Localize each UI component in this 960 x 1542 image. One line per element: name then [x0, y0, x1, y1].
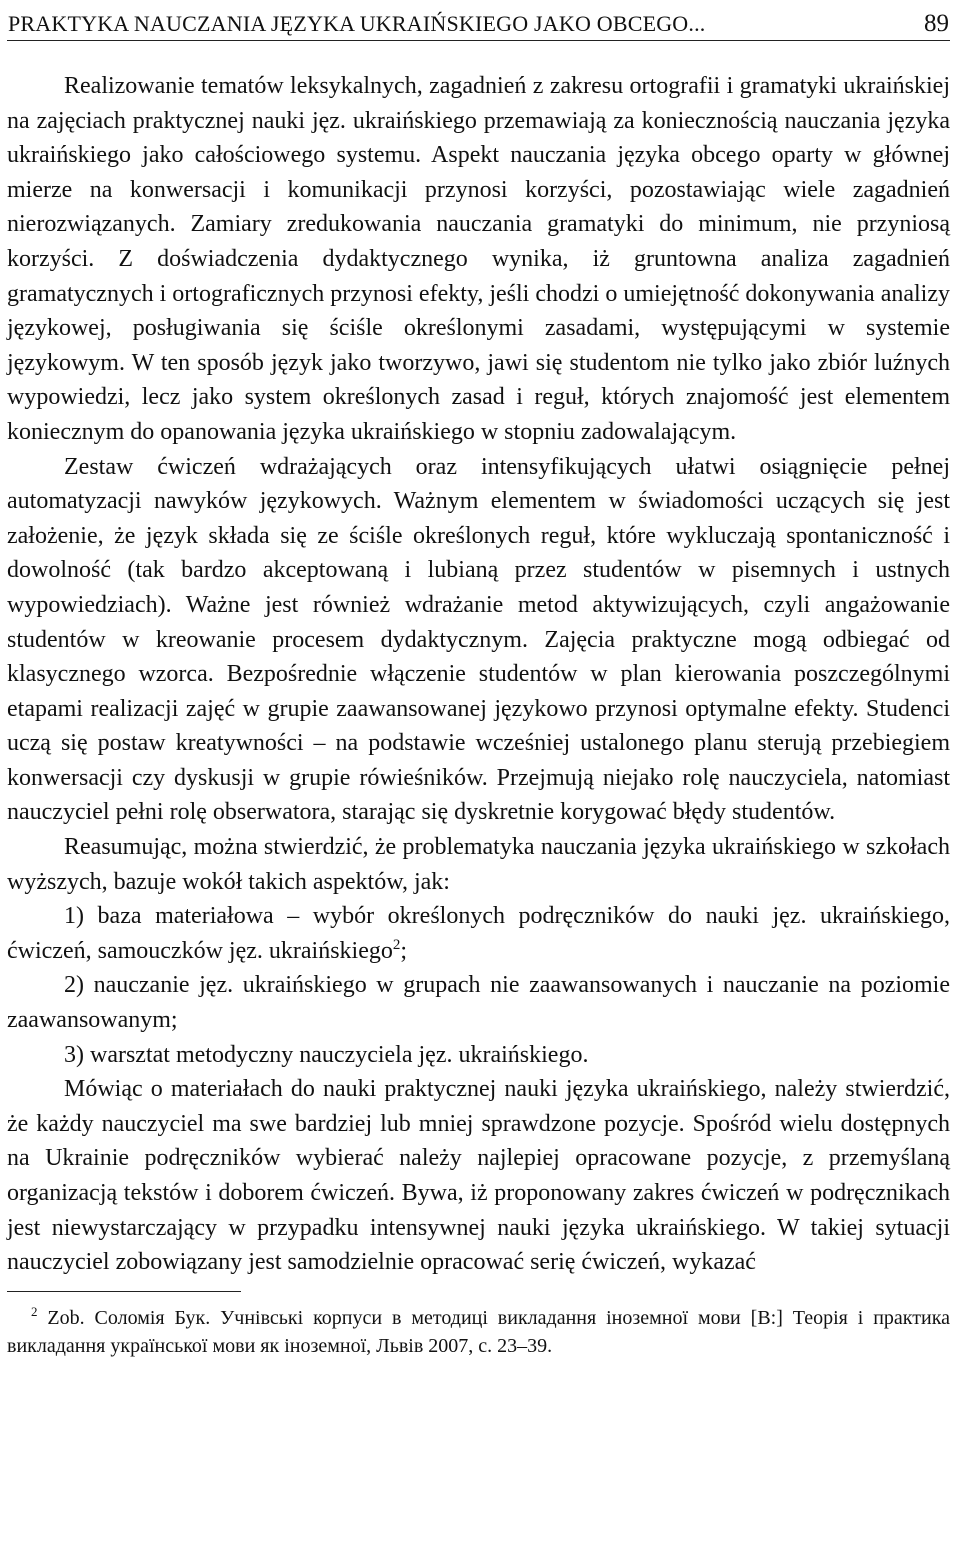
- footnote-reference: 2: [392, 936, 401, 953]
- footnote-text: Zob. Соломія Бук. Учнівські корпуси в методиці викладання іноземної мови [В:] Теорія і практика викладання української мови як іноземної, Львів 2007, с. 23–39.: [7, 1306, 950, 1358]
- page-number: 89: [924, 10, 949, 37]
- list-item-1-tail: ;: [400, 937, 408, 964]
- running-header: [7, 0, 950, 41]
- footnote: [7, 1304, 950, 1361]
- list-item-2: 2) nauczanie jęz. ukraińskiego w grupach nie zaawansowanych i nauczanie na poziomie zaawansowanym;: [7, 972, 950, 1034]
- paragraph-2: Zestaw ćwiczeń wdrażających oraz intensyfikujących ułatwi osiągnięcie pełnej automatyzacji nawyków językowych. Ważnym elementem w świadomości uczących się jest założenie, że język składa się ze ściśle określonych reguł, które wykluczają spontaniczność i dowolność (tak bardzo akceptowaną i lubianą przez studentów w pisemnych i ustnych wypowiedziach). Ważne jest również wdrażanie metod aktywizujących, czyli angażowanie studentów w kreowanie procesem dydaktycznym. Zajęcia praktyczne mogą odbiegać od klasycznego wzorca. Bezpośrednie włączenie studentów w plan kierowania poszczególnymi etapami realizacji zajęć w grupie zaawansowanej językowo przynosi optymalne efekty. Studenci uczą się postaw kreatywności – na podstawie wcześniej ustalonego planu sterują przebiegiem konwersacji czy dyskusji w grupie rówieśników. Przejmują niejako rolę nauczyciela, natomiast nauczyciel pełni rolę obserwatora, starając się dyskretnie korygować błędy studentów.: [7, 453, 950, 826]
- list-item-1: [7, 899, 950, 968]
- running-title: PRAKTYKA NAUCZANIA JĘZYKA UKRAIŃSKIEGO JAKO OBCEGO...: [8, 11, 706, 36]
- paragraph-4: Mówiąc o materiałach do nauki praktycznej nauki języka ukraińskiego, należy stwierdzić, że każdy nauczyciel ma swe bardziej lub mniej sprawdzone pozycje. Spośród wielu dostępnych na Ukrainie podręczników wybierać należy najlepiej opracowane pozycje, z przemyślaną organizacją tekstów i doborem ćwiczeń. Bywa, iż proponowany zakres ćwiczeń w podręcznikach jest niewystarczający w przypadku intensywnej nauki języka ukraińskiego. W takiej sytuacji nauczyciel zobowiązany jest samodzielnie opracować serię ćwiczeń, wykazać: [7, 1076, 950, 1276]
- body-text: [7, 69, 950, 1280]
- list-item-3: 3) warsztat metodyczny nauczyciela jęz. ukraińskiego.: [64, 1041, 589, 1068]
- list-item-1-text: 1) baza materiałowa – wybór określonych podręczników do nauki jęz. ukraińskiego, ćwiczeń, samouczków jęz. ukraińskiego: [7, 903, 950, 964]
- paragraph-3: Reasumując, można stwierdzić, że problematyka nauczania języka ukraińskiego w szkołach wyższych, bazuje wokół takich aspektów, jak:: [7, 834, 950, 895]
- footnote-separator: [7, 1291, 241, 1292]
- paragraph-1: Realizowanie tematów leksykalnych, zagadnień z zakresu ortografii i gramatyki ukraińskiej na zajęciach praktycznej nauki jęz. ukraińskiego przemawiają za koniecznością nauczania języka ukraińskiego jako całościowego systemu. Aspekt nauczania języka obcego oparty w głównej mierze na konwersacji i komunikacji przynosi korzyści, pozostawiając wiele zagadnień nierozwiązanych. Zamiary zredukowania nauczania gramatyki do minimum, nie przyniosą korzyści. Z doświadczenia dydaktycznego wynika, iż gruntowna analiza zagadnień gramatycznych i ortograficznych przynosi efekty, jeśli chodzi o umiejętność dokonywania analizy językowej, posługiwania się ściśle określonymi zasadami, występującymi w systemie językowym. W ten sposób język jako tworzywo, jawi się studentom nie tylko jako zbiór luźnych wypowiedzi, lecz jako system określonych zasad i reguł, których znajomość jest elementem koniecznym do opanowania języka ukraińskiego w stopniu zadowalającym.: [7, 73, 950, 445]
- footnote-marker: 2: [31, 1303, 38, 1319]
